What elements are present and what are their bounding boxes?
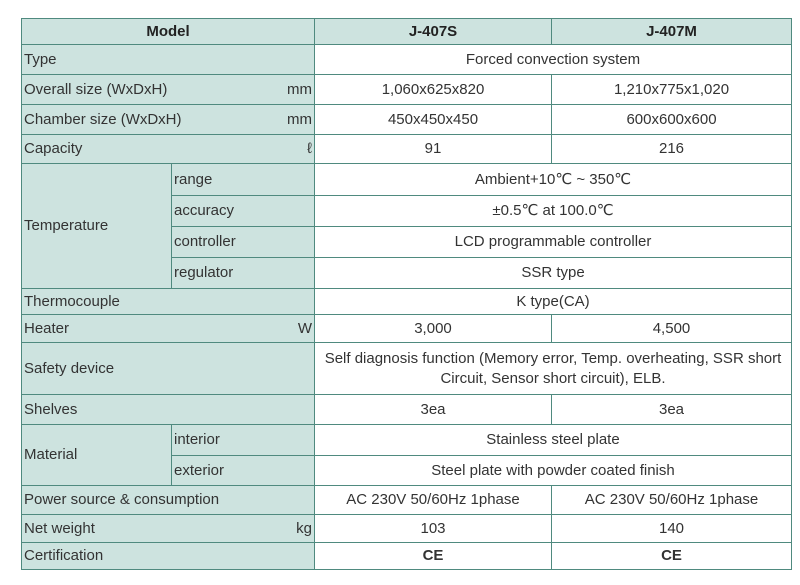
row-heater bbox=[22, 315, 792, 343]
temp-regulator-label: regulator bbox=[172, 258, 315, 289]
heater-unit: W bbox=[297, 319, 312, 337]
overall-label-cell bbox=[22, 75, 315, 105]
row-type bbox=[22, 45, 792, 75]
thermocouple-value: K type(CA) bbox=[315, 289, 792, 315]
row-safety-device bbox=[22, 343, 792, 395]
overall-unit: mm bbox=[287, 80, 312, 98]
row-power bbox=[22, 486, 792, 515]
cert-label: Certification bbox=[22, 543, 315, 570]
temp-controller-value: LCD programmable controller bbox=[315, 227, 792, 258]
chamber-v2: 600x600x600 bbox=[552, 105, 792, 135]
capacity-v2: 216 bbox=[552, 135, 792, 164]
row-chamber-size bbox=[22, 105, 792, 135]
material-exterior-label: exterior bbox=[172, 456, 315, 486]
safety-value: Self diagnosis function (Memory error, Temp. overheating, SSR short Circuit, Sensor short circuit), ELB. bbox=[315, 343, 792, 395]
row-material-interior bbox=[22, 425, 792, 456]
weight-v1: 103 bbox=[315, 515, 552, 543]
temp-controller-label: controller bbox=[172, 227, 315, 258]
row-net-weight bbox=[22, 515, 792, 543]
weight-label: Net weight bbox=[24, 519, 95, 537]
spec-table bbox=[21, 18, 792, 570]
header-col1: J-407S bbox=[315, 19, 552, 45]
row-thermocouple bbox=[22, 289, 792, 315]
power-v2: AC 230V 50/60Hz 1phase bbox=[552, 486, 792, 515]
heater-v2: 4,500 bbox=[552, 315, 792, 343]
chamber-label: Chamber size (WxDxH) bbox=[24, 110, 182, 128]
material-label: Material bbox=[22, 425, 172, 486]
type-value: Forced convection system bbox=[315, 45, 792, 75]
row-shelves bbox=[22, 395, 792, 425]
cert-v2: CE bbox=[552, 543, 792, 570]
capacity-unit: ℓ bbox=[307, 140, 312, 157]
shelves-label: Shelves bbox=[22, 395, 315, 425]
safety-label: Safety device bbox=[22, 343, 315, 395]
temperature-label: Temperature bbox=[22, 164, 172, 289]
cert-v1: CE bbox=[315, 543, 552, 570]
heater-label-cell bbox=[22, 315, 315, 343]
temp-range-label: range bbox=[172, 164, 315, 196]
header-model: Model bbox=[22, 19, 315, 45]
weight-label-cell bbox=[22, 515, 315, 543]
capacity-v1: 91 bbox=[315, 135, 552, 164]
chamber-v1: 450x450x450 bbox=[315, 105, 552, 135]
row-capacity bbox=[22, 135, 792, 164]
temp-regulator-value: SSR type bbox=[315, 258, 792, 289]
temp-accuracy-value: ±0.5℃ at 100.0℃ bbox=[315, 196, 792, 227]
row-certification bbox=[22, 543, 792, 570]
shelves-v2: 3ea bbox=[552, 395, 792, 425]
header-col2: J-407M bbox=[552, 19, 792, 45]
power-label: Power source & consumption bbox=[22, 486, 315, 515]
capacity-label-cell bbox=[22, 135, 315, 164]
power-v1: AC 230V 50/60Hz 1phase bbox=[315, 486, 552, 515]
type-label: Type bbox=[22, 45, 315, 75]
material-interior-label: interior bbox=[172, 425, 315, 456]
temp-range-value: Ambient+10℃ ~ 350℃ bbox=[315, 164, 792, 196]
thermocouple-label: Thermocouple bbox=[22, 289, 315, 315]
overall-v1: 1,060x625x820 bbox=[315, 75, 552, 105]
overall-v2: 1,210x775x1,020 bbox=[552, 75, 792, 105]
temp-accuracy-label: accuracy bbox=[172, 196, 315, 227]
heater-label: Heater bbox=[24, 319, 70, 337]
heater-v1: 3,000 bbox=[315, 315, 552, 343]
capacity-label: Capacity bbox=[24, 140, 83, 157]
header-row bbox=[22, 19, 792, 45]
weight-unit: kg bbox=[296, 519, 312, 537]
row-overall-size bbox=[22, 75, 792, 105]
row-temp-range bbox=[22, 164, 792, 196]
material-interior-value: Stainless steel plate bbox=[315, 425, 792, 456]
chamber-unit: mm bbox=[287, 110, 312, 128]
chamber-label-cell bbox=[22, 105, 315, 135]
shelves-v1: 3ea bbox=[315, 395, 552, 425]
material-exterior-value: Steel plate with powder coated finish bbox=[315, 456, 792, 486]
overall-label: Overall size (WxDxH) bbox=[24, 80, 168, 98]
weight-v2: 140 bbox=[552, 515, 792, 543]
